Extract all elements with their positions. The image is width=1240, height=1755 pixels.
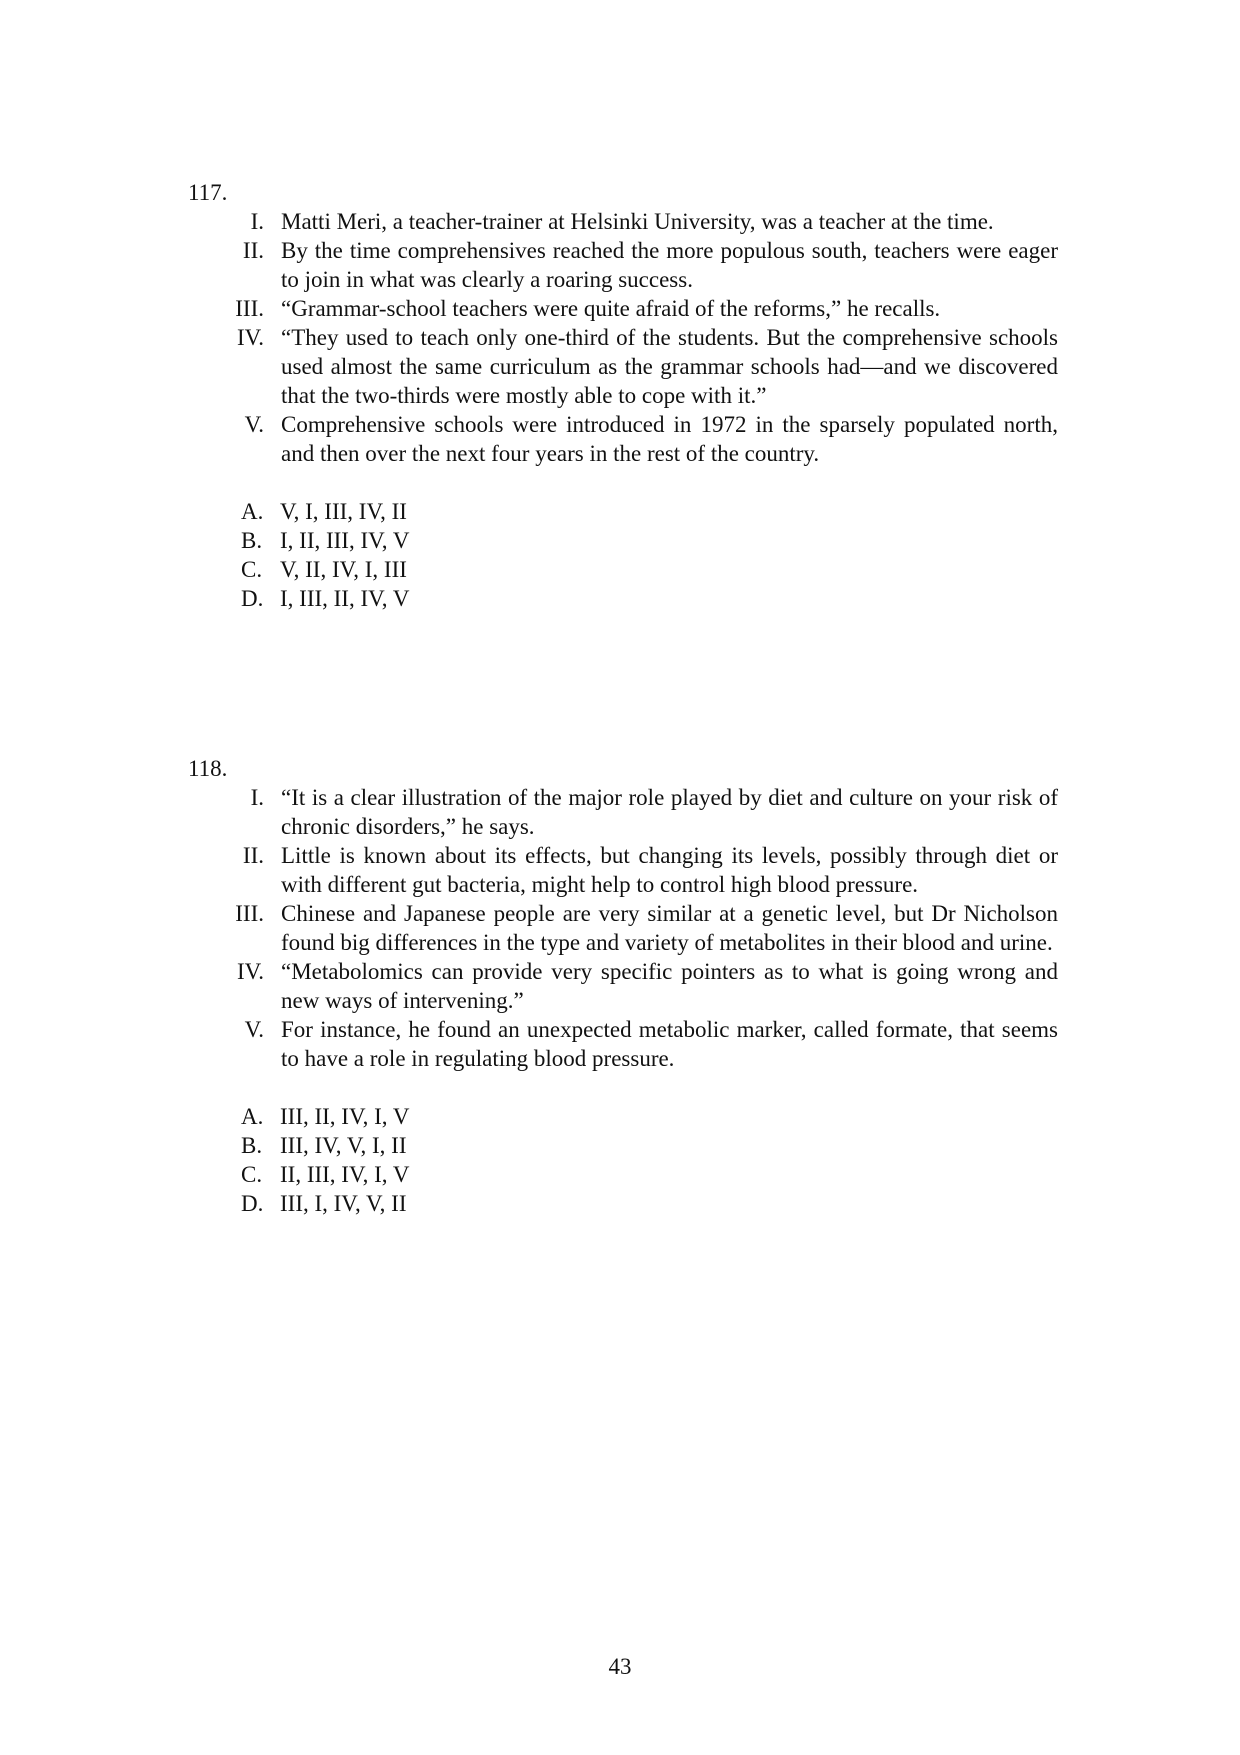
question-117 — [188, 178, 1058, 613]
option-letter: C. — [241, 1162, 263, 1187]
statement-text: Little is known about its effects, but changing its levels, possibly through diet or with different gut bacteria, might help to control high blood pressure. — [281, 843, 1058, 897]
answer-option-b[interactable] — [188, 526, 1058, 555]
option-letter: A. — [241, 499, 264, 524]
option-text: I, III, II, IV, V — [280, 586, 410, 611]
answer-option-b[interactable] — [188, 1131, 1058, 1160]
statement-numeral: V. — [244, 412, 264, 437]
statement-item — [188, 841, 1058, 899]
question-118 — [188, 754, 1058, 1218]
statement-text: “Metabolomics can provide very specific pointers as to what is going wrong and new ways of intervening.” — [281, 959, 1058, 1013]
answer-option-a[interactable] — [188, 497, 1058, 526]
statement-item — [188, 207, 1058, 236]
option-text: III, I, IV, V, II — [280, 1191, 407, 1216]
answer-option-c[interactable] — [188, 1160, 1058, 1189]
answer-options — [188, 497, 1058, 613]
option-text: V, I, III, IV, II — [280, 499, 407, 524]
statement-item — [188, 899, 1058, 957]
statement-text: “They used to teach only one-third of the students. But the comprehensive schools used almost the same curriculum as the grammar schools had—and we discovered that the two-thirds were mostly able to cope with it.” — [281, 325, 1058, 408]
answer-option-d[interactable] — [188, 584, 1058, 613]
option-letter: B. — [241, 1133, 263, 1158]
statement-numeral: II. — [242, 238, 264, 263]
option-text: I, II, III, IV, V — [280, 528, 410, 553]
question-number: 118. — [188, 756, 228, 781]
answer-option-a[interactable] — [188, 1102, 1058, 1131]
statement-numeral: IV. — [236, 325, 264, 350]
answer-option-d[interactable] — [188, 1189, 1058, 1218]
statement-item — [188, 323, 1058, 410]
page-number: 43 — [608, 1654, 632, 1679]
option-text: V, II, IV, I, III — [280, 557, 407, 582]
option-letter: D. — [241, 1191, 264, 1216]
statement-item — [188, 783, 1058, 841]
option-letter: B. — [241, 528, 263, 553]
statement-item — [188, 294, 1058, 323]
answer-option-c[interactable] — [188, 555, 1058, 584]
statement-numeral: I. — [250, 209, 264, 234]
statement-text: By the time comprehensives reached the more populous south, teachers were eager to join in what was clearly a roaring success. — [281, 238, 1058, 292]
option-letter: D. — [241, 586, 264, 611]
option-text: II, III, IV, I, V — [280, 1162, 410, 1187]
statement-list — [188, 207, 1058, 468]
statement-numeral: III. — [235, 901, 264, 926]
question-number: 117. — [188, 180, 228, 205]
statement-numeral: II. — [242, 843, 264, 868]
option-text: III, IV, V, I, II — [280, 1133, 407, 1158]
statement-item — [188, 957, 1058, 1015]
statement-item — [188, 410, 1058, 468]
statement-list — [188, 783, 1058, 1073]
statement-text: “Grammar-school teachers were quite afraid of the reforms,” he recalls. — [281, 296, 941, 321]
statement-numeral: I. — [250, 785, 264, 810]
statement-text: “It is a clear illustration of the major role played by diet and culture on your risk of chronic disorders,” he says. — [281, 785, 1058, 839]
statement-text: For instance, he found an unexpected metabolic marker, called formate, that seems to have a role in regulating blood pressure. — [281, 1017, 1058, 1071]
option-text: III, II, IV, I, V — [280, 1104, 410, 1129]
statement-text: Matti Meri, a teacher-trainer at Helsinki University, was a teacher at the time. — [281, 209, 994, 234]
statement-text: Chinese and Japanese people are very similar at a genetic level, but Dr Nicholson found big differences in the type and variety of metabolites in their blood and urine. — [281, 901, 1058, 955]
option-letter: C. — [241, 557, 263, 582]
option-letter: A. — [241, 1104, 264, 1129]
statement-item — [188, 236, 1058, 294]
answer-options — [188, 1102, 1058, 1218]
statement-numeral: V. — [244, 1017, 264, 1042]
statement-numeral: IV. — [236, 959, 264, 984]
statement-text: Comprehensive schools were introduced in 1972 in the sparsely populated north, and then over the next four years in the rest of the country. — [281, 412, 1058, 466]
statement-item — [188, 1015, 1058, 1073]
statement-numeral: III. — [235, 296, 264, 321]
